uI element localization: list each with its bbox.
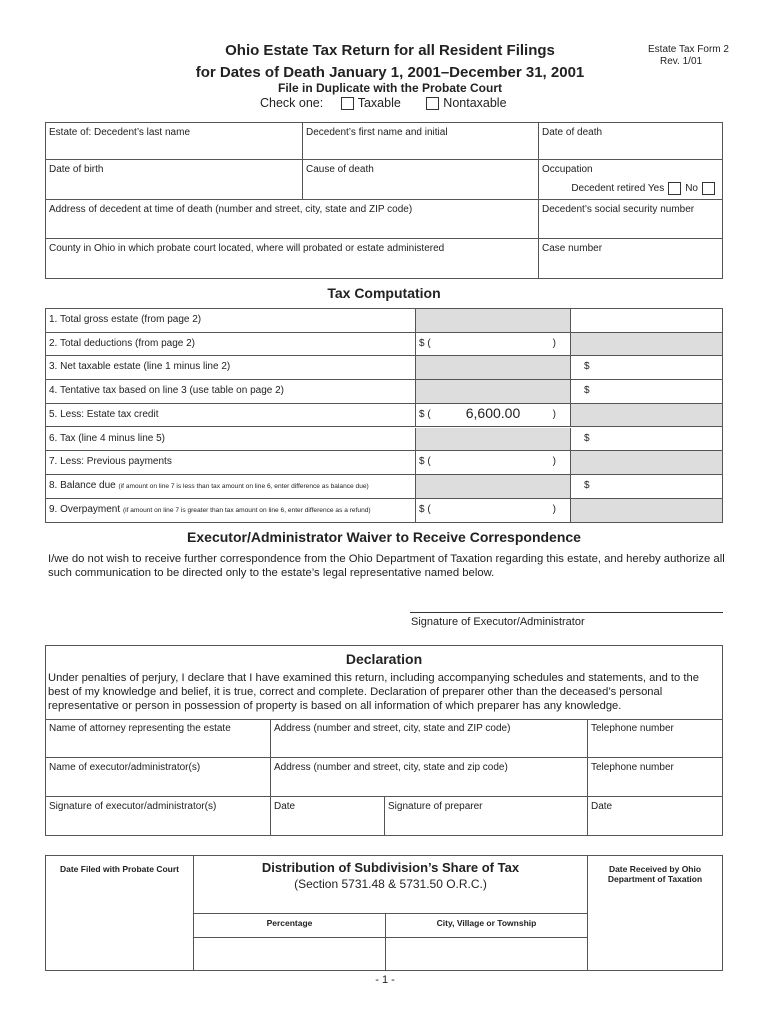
tax-line-row-label [46, 451, 416, 475]
executor-signature-line[interactable] [410, 612, 723, 613]
tax-line-note: (if amount on line 7 is less than tax amount on line 6, enter difference as balance due) [118, 482, 369, 490]
occupation-label: Occupation [542, 164, 593, 175]
occupation-field[interactable] [539, 160, 722, 200]
tax-line-row-label [46, 333, 416, 357]
tax-line-label: 2. Total deductions (from page 2) [49, 337, 196, 349]
date-of-birth-field[interactable]: Date of birth [46, 160, 303, 200]
percentage-header: Percentage [194, 914, 386, 938]
declaration-heading: Declaration [345, 651, 423, 667]
declaration-box [45, 645, 723, 836]
tax-line-row-label [46, 475, 416, 499]
tax-line-row-label [46, 428, 416, 452]
taxable-label: Taxable [357, 96, 401, 110]
form-id: Estate Tax Form 2 [648, 44, 729, 55]
form-title-line2: for Dates of Death January 1, 2001–December 31, 2001 [195, 64, 585, 81]
tax-line-total-field [571, 451, 722, 475]
city-header: City, Village or Township [386, 914, 588, 938]
tax-line-total-field[interactable] [571, 428, 722, 452]
distribution-heading: Distribution of Subdivision’s Share of Tax [261, 860, 520, 875]
decedent-last-name-field[interactable]: Estate of: Decedent’s last name [46, 123, 303, 160]
mid-close: ) [552, 456, 556, 468]
tax-line-row-label [46, 404, 416, 428]
page-number: - 1 - [375, 974, 395, 986]
tax-computation-heading: Tax Computation [327, 285, 441, 301]
county-field[interactable]: County in Ohio in which probate court located, where will probated or estate administered [46, 239, 539, 278]
executor-phone-field[interactable]: Telephone number [588, 758, 722, 797]
tax-line-total-field [571, 404, 722, 428]
tax-line-row-label [46, 309, 416, 333]
tax-line-label: 1. Total gross estate (from page 2) [49, 314, 202, 325]
decedent-first-name-field[interactable]: Decedent’s first name and initial [303, 123, 539, 160]
taxable-checkbox[interactable] [341, 97, 354, 110]
tax-line-label: 4. Tentative tax based on line 3 (use table on page 2) [49, 385, 284, 397]
distribution-section: (Section 5731.48 & 5731.50 O.R.C.) [294, 877, 487, 891]
right-prefix: $ [584, 361, 590, 373]
tax-line-total-field[interactable] [571, 309, 722, 333]
city-field[interactable] [386, 938, 588, 970]
distribution-header [194, 856, 588, 914]
mid-close: ) [552, 337, 556, 349]
tax-line-label: 6. Tax (line 4 minus line 5) [49, 432, 165, 444]
mid-prefix: $ ( [419, 408, 431, 420]
waiver-text: I/we do not wish to receive further correspondence from the Ohio Department of Taxation regarding this estate, and hereby authorize all such communication to be directed only to the estate’s legal representative named below. [48, 553, 725, 579]
tax-line-total-field [571, 333, 722, 357]
mid-prefix: $ ( [419, 337, 431, 349]
tax-line-note: (if amount on line 7 is greater than tax amount on line 6, enter difference as a refund) [122, 506, 371, 514]
percentage-field[interactable] [194, 938, 386, 970]
retired-no-label: No [685, 183, 698, 195]
check-one-row [260, 96, 507, 110]
nontaxable-label: Nontaxable [443, 96, 507, 110]
preparer-signature-field[interactable]: Signature of preparer [385, 797, 588, 835]
tax-line-amount-field [416, 356, 571, 380]
mid-prefix: $ ( [419, 503, 431, 515]
tax-line-total-field [571, 499, 722, 523]
retired-yes-label: Yes [647, 183, 665, 195]
tax-line-total-field[interactable] [571, 356, 722, 380]
tax-computation-table [45, 308, 723, 523]
declaration-text: Under penalties of perjury, I declare that I have examined this return, including accompanying schedules and statements, and to the best of my knowledge and belief, it is true, correct and complete. Declaration of preparer other than the deceased’s personal representative or person in possession of property is based on all information of which preparer has any knowledge. [48, 672, 699, 712]
mid-close: ) [552, 503, 556, 515]
executor-address-field[interactable]: Address (number and street, city, state and zip code) [271, 758, 588, 797]
tax-line-amount-field[interactable] [416, 404, 571, 428]
retired-label: Decedent retired [571, 183, 646, 195]
distribution-box [45, 855, 723, 971]
date-filed-field[interactable]: Date Filed with Probate Court [46, 856, 194, 970]
tax-line-label: 5. Less: Estate tax credit [49, 408, 159, 420]
executor-name-field[interactable]: Name of executor/administrator(s) [46, 758, 271, 797]
tax-line-total-field[interactable] [571, 380, 722, 404]
tax-line-amount-field[interactable] [416, 451, 571, 475]
mid-prefix: $ ( [419, 456, 431, 468]
retired-yes-checkbox[interactable] [668, 182, 681, 195]
executor-signature-label: Signature of Executor/Administrator [411, 616, 585, 628]
date-received-field[interactable]: Date Received by Ohio Department of Taxation [607, 864, 703, 884]
tax-line-amount-field[interactable] [416, 499, 571, 523]
attorney-address-field[interactable]: Address (number and street, city, state and ZIP code) [271, 719, 588, 758]
mid-close: ) [552, 408, 556, 420]
tax-line-amount-field [416, 380, 571, 404]
tax-line-row-label [46, 356, 416, 380]
right-prefix: $ [584, 385, 590, 397]
attorney-name-field[interactable]: Name of attorney representing the estate [46, 719, 271, 758]
tax-line-label: 3. Net taxable estate (line 1 minus line 2) [49, 361, 231, 373]
attorney-phone-field[interactable]: Telephone number [588, 719, 722, 758]
decedent-info-box [45, 122, 723, 279]
waiver-heading: Executor/Administrator Waiver to Receive Correspondence [187, 529, 581, 545]
form-subtitle: File in Duplicate with the Probate Court [277, 81, 502, 95]
tax-line-amount-field [416, 475, 571, 499]
tax-line-row-label [46, 380, 416, 404]
cause-of-death-field[interactable]: Cause of death [303, 160, 539, 200]
nontaxable-checkbox[interactable] [426, 97, 439, 110]
ssn-field[interactable]: Decedent’s social security number [539, 200, 722, 239]
right-prefix: $ [584, 432, 590, 444]
tax-line-label: 8. Balance due [49, 479, 116, 491]
tax-line-value: 6,600.00 [465, 404, 521, 421]
case-number-field[interactable]: Case number [542, 243, 603, 254]
executor-date-field[interactable]: Date [271, 797, 385, 835]
check-one-label: Check one: [260, 96, 324, 110]
preparer-date-field[interactable]: Date [591, 801, 613, 812]
tax-line-label: 7. Less: Previous payments [49, 456, 172, 468]
right-prefix: $ [584, 479, 590, 491]
tax-line-amount-field[interactable] [416, 333, 571, 357]
form-revision: Rev. 1/01 [660, 56, 703, 67]
tax-line-label: 9. Overpayment [49, 503, 121, 515]
tax-line-total-field[interactable] [571, 475, 722, 499]
executor-signature-field[interactable]: Signature of executor/administrator(s) [46, 797, 271, 835]
form-title-line1: Ohio Estate Tax Return for all Resident Filings [225, 42, 555, 59]
tax-line-amount-field [416, 428, 571, 452]
tax-line-row-label [46, 499, 416, 523]
address-field[interactable]: Address of decedent at time of death (number and street, city, state and ZIP code) [46, 200, 539, 239]
date-of-death-field[interactable]: Date of death [539, 123, 722, 160]
retired-no-checkbox[interactable] [702, 182, 715, 195]
tax-line-amount-field [416, 309, 571, 333]
retired-row [542, 182, 719, 195]
